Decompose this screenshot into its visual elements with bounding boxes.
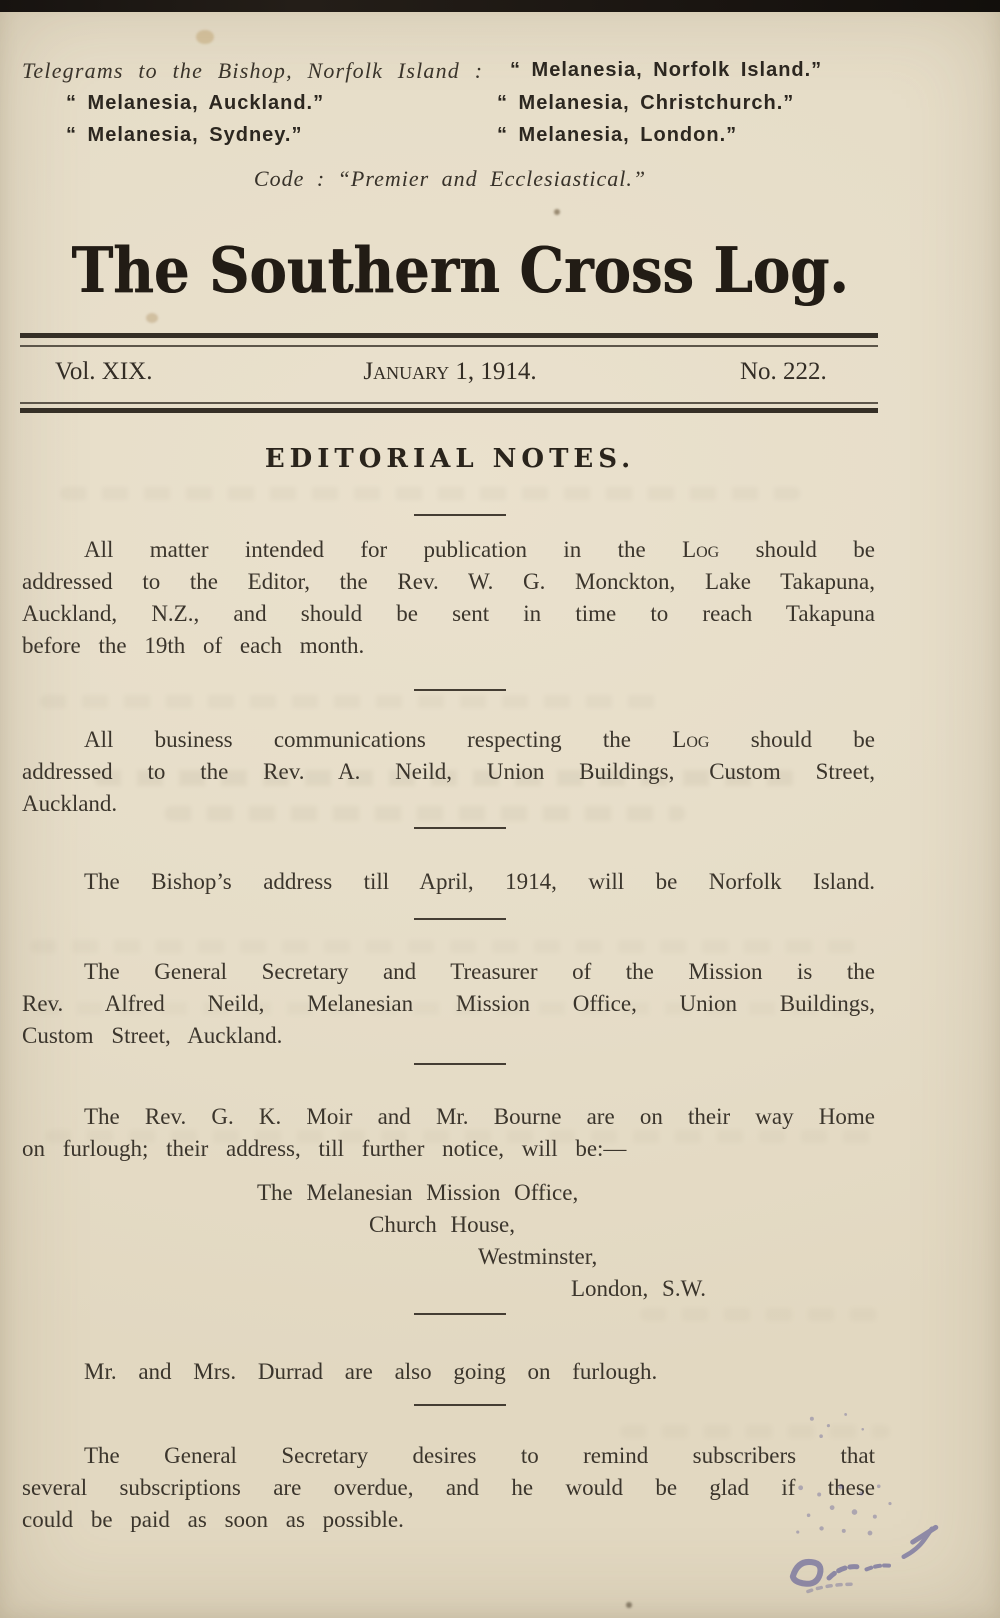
paragraph-line: The Rev. G. K. Moir and Mr. Bourne are on their way Home <box>84 1104 875 1129</box>
separator-rule <box>414 689 506 691</box>
paragraph-line: The General Secretary desires to remind subscribers that <box>84 1443 875 1468</box>
separator-rule <box>414 918 506 920</box>
paper-stain <box>626 1602 632 1608</box>
paper-stain <box>554 209 560 215</box>
paragraph-line: addressed to the Editor, the Rev. W. G. Monckton, Lake Takapuna, <box>22 569 875 594</box>
separator-rule <box>414 514 506 516</box>
telegrams-line-1 <box>0 58 1000 88</box>
paragraph-line: The Melanesian Mission Office, <box>257 1180 579 1205</box>
telegraph-code-line: Code : “Premier and Ecclesiastical.” <box>253 166 647 191</box>
issue-bar-rule-thick <box>20 408 878 413</box>
paragraph-line: All matter intended for publication in the Log should be <box>84 537 875 562</box>
telegram-address-christchurch: “ Melanesia, Christchurch.” <box>497 92 795 114</box>
paragraph-line: Mr. and Mrs. Durrad are also going on furlough. <box>84 1359 658 1384</box>
issue-bar-rule-thin <box>20 402 878 404</box>
ink-stamp <box>743 1393 967 1617</box>
paragraph-line: Church House, <box>369 1212 515 1237</box>
paragraph <box>22 1356 875 1388</box>
scan-top-edge <box>0 0 1000 12</box>
telegram-address-auckland: “ Melanesia, Auckland.” <box>66 92 325 114</box>
paragraph-line: Auckland. <box>22 791 118 816</box>
separator-rule <box>414 1063 506 1065</box>
volume-label: Vol. XIX. <box>55 358 153 385</box>
paragraph-line: addressed to the Rev. A. Neild, Union Buildings, Custom Street, <box>22 759 875 784</box>
publication-title: The Southern Cross Log. <box>71 234 849 308</box>
telegrams-intro: Telegrams to the Bishop, Norfolk Island : <box>22 58 484 83</box>
separator-rule <box>414 827 506 829</box>
telegrams-line-2 <box>0 92 1000 122</box>
issue-info-bar <box>0 358 1000 390</box>
paper-stain <box>146 313 158 323</box>
paragraph <box>22 1101 875 1165</box>
paragraph-line: on furlough; their address, till further notice, will be:— <box>22 1136 627 1161</box>
paragraph <box>22 724 875 820</box>
paragraph-line: could be paid as soon as possible. <box>22 1507 404 1532</box>
separator-rule <box>414 1404 506 1406</box>
issue-number: No. 222. <box>740 358 827 385</box>
telegram-address-norfolk: “ Melanesia, Norfolk Island.” <box>510 59 823 81</box>
bleed-through-artifact <box>30 940 860 953</box>
section-heading: EDITORIAL NOTES. <box>264 444 636 474</box>
bleed-through-artifact <box>640 1308 880 1321</box>
separator-rule <box>414 1313 506 1315</box>
paragraph <box>22 534 875 662</box>
paragraph-line: Westminster, <box>478 1244 598 1269</box>
paragraph <box>22 956 875 1052</box>
telegrams-line-3 <box>0 124 1000 154</box>
telegram-address-london: “ Melanesia, London.” <box>497 124 738 146</box>
paragraph-line: several subscriptions are overdue, and he would be glad if these <box>22 1475 875 1500</box>
bleed-through-artifact <box>40 695 660 708</box>
paragraph-line: Rev. Alfred Neild, Melanesian Mission Office, Union Buildings, <box>22 991 875 1016</box>
paragraph <box>22 866 875 898</box>
address-block <box>22 1177 875 1305</box>
paragraph-line: The General Secretary and Treasurer of the Mission is the <box>84 959 875 984</box>
telegram-address-sydney: “ Melanesia, Sydney.” <box>66 124 303 146</box>
paragraph-line: Custom Street, Auckland. <box>22 1023 283 1048</box>
paragraph-line: London, S.W. <box>571 1276 706 1301</box>
issue-date: January 1, 1914. <box>363 358 537 385</box>
paragraph-line: The Bishop’s address till April, 1914, will be Norfolk Island. <box>84 869 875 894</box>
masthead-rule-thin <box>20 345 878 347</box>
masthead-rule-thick <box>20 333 878 338</box>
paragraph-line: All business communications respecting the Log should be <box>84 727 875 752</box>
paper-stain <box>196 30 214 44</box>
bleed-through-artifact <box>60 487 800 500</box>
paragraph-line: Auckland, N.Z., and should be sent in time to reach Takapuna <box>22 601 875 626</box>
paragraph-line: before the 19th of each month. <box>22 633 365 658</box>
